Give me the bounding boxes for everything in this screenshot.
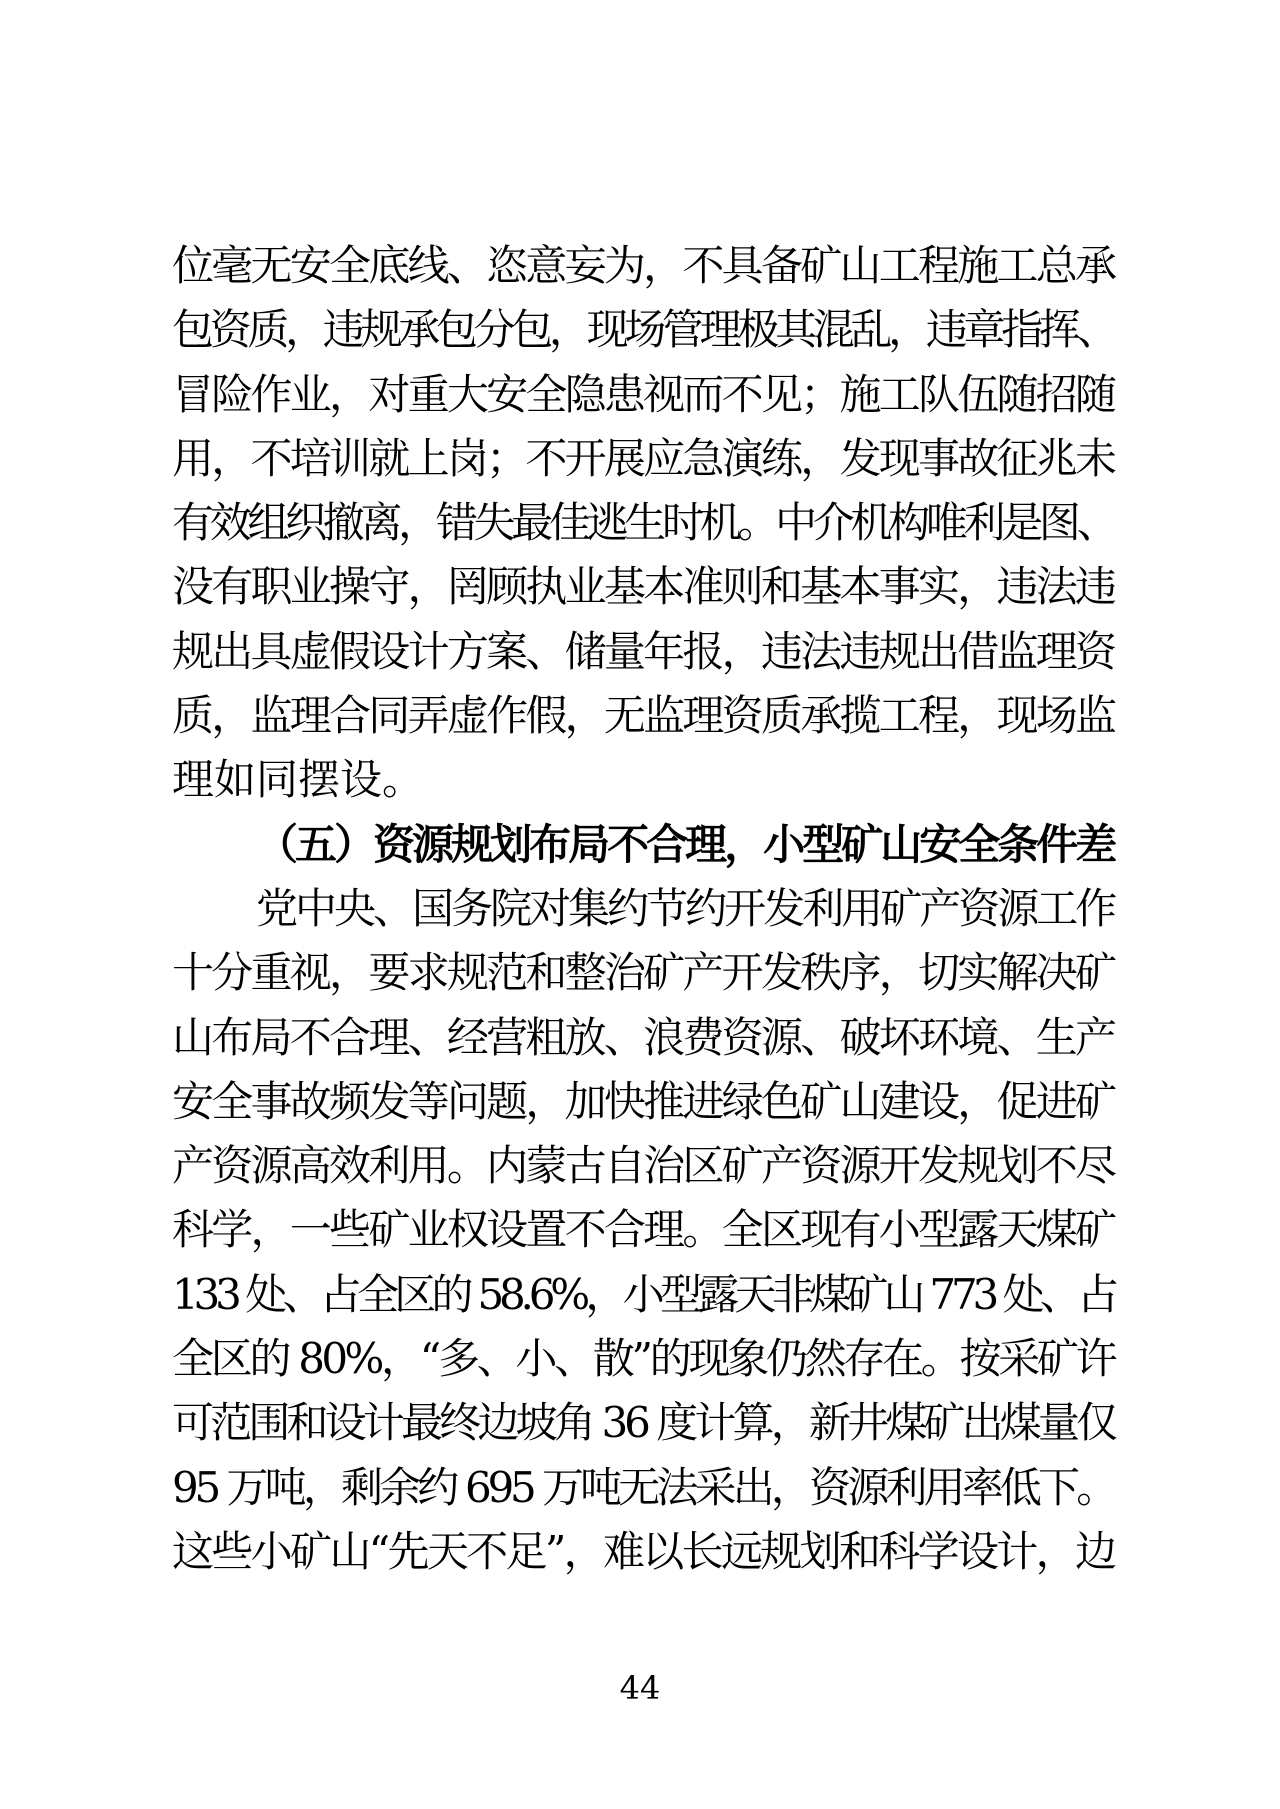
text-block [172,234,1114,1584]
text-line: 科学，一些矿业权设置不合理。全区现有小型露天煤矿 [172,1205,1114,1255]
section-heading: （五）资源规划布局不合理，小型矿山安全条件差 [256,819,1114,869]
text-line: 十分重视，要求规范和整治矿产开发秩序，切实解决矿 [172,948,1114,998]
text-line: 安全事故频发等问题，加快推进绿色矿山建设，促进矿 [172,1076,1114,1126]
text-line: 产资源高效利用。内蒙古自治区矿产资源开发规划不尽 [172,1141,1114,1191]
text-line: 包资质，违规承包分包，现场管理极其混乱，违章指挥、 [172,305,1114,355]
text-line: 位毫无安全底线、恣意妄为，不具备矿山工程施工总承 [172,241,1114,290]
text-line: 95 万吨，剩余约 695 万吨无法采出，资源利用率低下。 [172,1462,1114,1512]
text-line: 全区的 80%，“多、小、散”的现象仍然存在。按采矿许 [172,1334,1114,1384]
text-line: 规出具虚假设计方案、储量年报，违法违规出借监理资 [172,626,1114,676]
page-number: 44 [619,1669,661,1707]
text-line: 有效组织撤离，错失最佳逃生时机。中介机构唯利是图、 [172,498,1114,548]
text-line: 山布局不合理、经营粗放、浪费资源、破坏环境、生产 [172,1012,1114,1062]
text-line: 党中央、国务院对集约节约开发利用矿产资源工作 [256,883,1114,933]
text-line: 质，监理合同弄虚作假，无监理资质承揽工程，现场监 [172,691,1114,741]
text-line: 没有职业操守，罔顾执业基本准则和基本事实，违法违 [172,562,1114,612]
text-line: 可范围和设计最终边坡角 36 度计算，新井煤矿出煤量仅 [172,1398,1114,1448]
text-line: 133 处、占全区的 58.6%，小型露天非煤矿山 773 处、占 [172,1269,1114,1319]
text-line: 这些小矿山“先天不足”，难以长远规划和科学设计，边 [172,1526,1114,1576]
text-line: 理如同摆设。 [172,755,425,805]
text-line: 冒险作业，对重大安全隐患视而不见；施工队伍随招随 [172,369,1114,419]
text-line: 用，不培训就上岗；不开展应急演练，发现事故征兆未 [172,433,1114,483]
